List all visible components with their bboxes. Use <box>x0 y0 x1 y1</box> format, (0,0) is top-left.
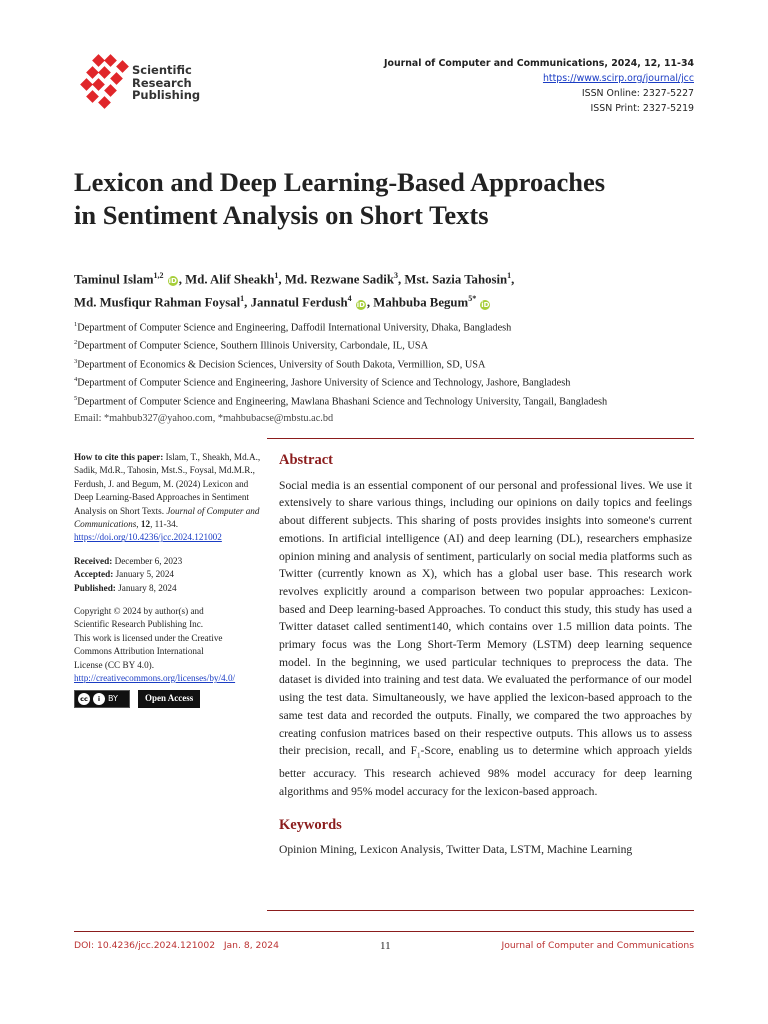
author-separator: , <box>244 295 251 310</box>
abstract-top-rule <box>267 438 694 439</box>
corresponding-email: Email: *mahbub327@yahoo.com, *mahbubacse@mbstu.ac.bd <box>74 413 334 425</box>
author-affiliation-marker: 1,2 <box>153 271 164 280</box>
author-name: Md. Alif Sheakh <box>185 272 275 287</box>
author-separator: , <box>366 295 374 310</box>
article-info-sidebar <box>74 451 264 708</box>
author-affiliation-marker: 4 <box>347 294 352 304</box>
author-separator: , <box>397 272 405 287</box>
cite-text: Islam, T., Sheakh, Md.A., Sadik, Md.R., Tahosin, Mst.S., Foysal, Md.M.R., Ferdush, J. and Begum, M. (2024) Lexicon and Deep Learning-Based Approaches in Sentiment Analysis on Short Texts. <box>74 452 261 516</box>
cite-doi-link[interactable]: https://doi.org/10.4236/jcc.2024.121002 <box>74 532 222 543</box>
copyright-line: Copyright © 2024 by author(s) and <box>74 606 204 617</box>
affiliations <box>74 317 714 426</box>
copyright-line: Scientific Research Publishing Inc. <box>74 619 204 630</box>
copyright <box>74 605 264 685</box>
affiliation-text: Department of Computer Science and Engineering, Daffodil International University, Dhaka, Bangladesh <box>77 322 512 334</box>
footer-doi-date <box>74 940 279 951</box>
author-separator: , <box>178 272 186 287</box>
author-affiliation-marker: 1 <box>240 294 245 304</box>
abstract-section <box>279 452 692 859</box>
license-badges <box>74 690 264 708</box>
paper-title-line: in Sentiment Analysis on Short Texts <box>74 200 489 230</box>
author-affiliation-marker: 3 <box>393 271 398 280</box>
issn-online: ISSN Online: 2327-5227 <box>581 88 694 99</box>
cc-by-badge[interactable] <box>74 690 130 708</box>
orcid-icon[interactable]: iD <box>168 277 177 286</box>
keywords-heading: Keywords <box>279 816 342 833</box>
affiliation-item <box>74 372 714 390</box>
open-access-badge: Open Access <box>138 690 200 708</box>
author-affiliation-marker: 5* <box>468 294 477 304</box>
cite-label: How to cite this paper: <box>74 452 164 462</box>
journal-citation: Journal of Computer and Communications, 2024, 12, 11-34 <box>384 58 694 69</box>
affiliation-item <box>74 354 714 372</box>
affiliation-text: Department of Computer Science, Southern Illinois University, Carbondale, IL, USA <box>77 340 429 352</box>
author-name: Md. Rezwane Sadik <box>284 272 394 287</box>
publisher-name <box>132 64 200 102</box>
cite-volume: 12 <box>140 519 151 530</box>
published-label: Published: <box>74 582 116 593</box>
author-name: Mst. Sazia Tahosin <box>404 272 508 287</box>
publisher-name-line: Research <box>132 75 192 90</box>
journal-url-link[interactable]: https://www.scirp.org/journal/jcc <box>542 73 694 84</box>
paper-title-line: Lexicon and Deep Learning-Based Approaches <box>74 167 606 197</box>
affiliation-number: 4 <box>74 376 78 384</box>
published-date: January 8, 2024 <box>118 582 177 593</box>
affiliation-text: Department of Economics & Decision Sciences, University of South Dakota, Vermillion, SD, USA <box>77 359 486 371</box>
footer-rule <box>74 931 694 932</box>
cc-icon: cc <box>78 693 90 705</box>
accepted-date: January 5, 2024 <box>115 569 175 580</box>
how-to-cite <box>74 451 264 545</box>
license-link[interactable]: http://creativecommons.org/licenses/by/4.0/ <box>74 673 236 684</box>
author-separator: , <box>278 272 285 287</box>
abstract-body: Social media is an essential component of our personal and professional lives. We use it extensively to share various things, including our opinions on daily topics and feelings about different subjects. This sharing of posts provides insights into someone's current emotions. In artificial intelligence (AI) and deep learning (DL), researchers emphasize opinion mining and analysis of sentiment, particularly on social media platforms such as Twitter (currently known as X), which has a global user base. This research work revolves explicitly around a comparison between two popular approaches: Lexicon-based and Deep learning-based Approaches. To conduct this study, this study has used a Twitter dataset called sentiment140, which contains over 1.5 million data points. The primary focus was the Long Short-Term Memory (LSTM) deep learning sequence model. In the beginning, we used particular techniques to preprocess the data. The dataset is divided into training and test data. We evaluated the performance of our model using the test data. Simultaneously, we have applied the lexicon-based approach to the same test data and recorded the outputs. Finally, we compared the two approaches by creating confusion matrices based on their respective outputs. This allows us to assess their precision, recall, and F <box>279 478 692 758</box>
author-separator: , <box>511 272 515 287</box>
author-name: Mahbuba Begum <box>373 295 469 310</box>
author-affiliation-marker: 1 <box>507 271 512 280</box>
received-label: Received: <box>74 555 113 566</box>
abstract-heading: Abstract <box>279 452 333 468</box>
accepted-label: Accepted: <box>74 569 114 580</box>
affiliation-text: Department of Computer Science and Engineering, Mawlana Bhashani Science and Technology University, Tangail, Bangladesh <box>77 396 608 408</box>
paper-title <box>74 166 714 232</box>
orcid-icon[interactable]: iD <box>481 300 490 309</box>
footer-doi: DOI: 10.4236/jcc.2024.121002 <box>74 940 216 951</box>
cite-journal: Journal of Computer and Communications <box>74 505 260 530</box>
page-number: 11 <box>380 940 391 952</box>
dates <box>74 555 264 595</box>
cite-pages: , 11-34. <box>150 519 179 530</box>
logo-mark <box>80 54 129 109</box>
author-name: Taminul Islam <box>74 272 154 287</box>
keywords-text: Opinion Mining, Lexicon Analysis, Twitter Data, LSTM, Machine Learning <box>279 843 633 857</box>
affiliation-list <box>74 317 714 409</box>
author-name: Jannatul Ferdush <box>250 295 348 310</box>
affiliation-number: 5 <box>74 394 78 402</box>
affiliation-number: 2 <box>74 339 78 347</box>
author-affiliation-marker: 1 <box>274 271 279 280</box>
f1-subscript: 1 <box>417 751 421 760</box>
cite-sep: , <box>136 519 141 530</box>
affiliation-number: 3 <box>74 357 78 365</box>
footer-journal: Journal of Computer and Communications <box>501 940 694 951</box>
affiliation-item <box>74 391 714 409</box>
affiliation-number: 1 <box>74 321 78 328</box>
person-icon: i <box>93 693 105 705</box>
license-line: License (CC BY 4.0). <box>74 659 155 670</box>
abstract-bottom-rule <box>267 910 694 911</box>
orcid-icon[interactable]: iD <box>356 300 365 309</box>
footer-date: Jan. 8, 2024 <box>223 940 279 951</box>
affiliation-item <box>74 335 714 353</box>
journal-info <box>384 56 694 116</box>
issn-print: ISSN Print: 2327-5219 <box>590 103 694 114</box>
author-list <box>74 266 714 313</box>
abstract-body-end: -Score, enabling us to determine which approach yields better accuracy. This research achieved 98% model accuracy for deep learning algorithms and 95% model accuracy for the lexicon-based approach. <box>279 744 693 798</box>
abstract-text <box>279 477 692 801</box>
publisher-name-line: Scientific <box>132 63 192 77</box>
author-name: Md. Musfiqur Rahman Foysal <box>74 295 241 310</box>
cc-badge-label: BY <box>108 693 118 703</box>
publisher-name-line: Publishing <box>132 88 201 102</box>
license-line: Commons Attribution International <box>74 646 204 657</box>
affiliation-item <box>74 317 714 335</box>
affiliation-text: Department of Computer Science and Engineering, Jashore University of Science and Technology, Jashore, Bangladesh <box>77 377 571 389</box>
license-line: This work is licensed under the Creative <box>74 632 223 643</box>
received-date: December 6, 2023 <box>114 555 183 566</box>
page-footer <box>74 940 694 954</box>
